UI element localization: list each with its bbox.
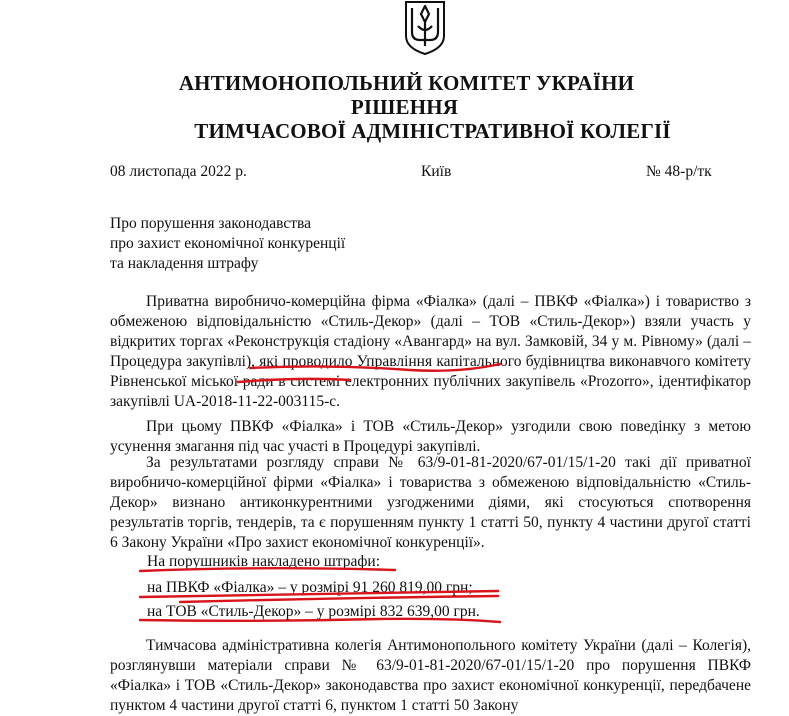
paragraph-participants — [110, 292, 751, 412]
subject-line: Про порушення законодавства — [110, 215, 312, 232]
paragraph-collegium — [110, 636, 751, 716]
decision-city: Київ — [421, 163, 452, 180]
subject-line: та накладення штрафу — [110, 255, 259, 272]
subject-line: про захист економічної конкуренції — [110, 235, 346, 252]
paragraph-text: Тимчасова адміністративна колегія Антимонопольного комітету України (далі – Колегія), розглянувши матеріали справи № 63/9-01-81-2020/67-01/15/1-20 про порушення ПВКФ «Фіалка» і ТОВ «Стиль-Декор» законодавства про захист економічної конкуренції, передбачене пунктом 4 частини другої статті 6, пунктом 1 статті 50 Закону — [110, 637, 751, 714]
decision-subject — [110, 214, 345, 274]
collegium-title: ТИМЧАСОВОЇ АДМІНІСТРАТИВНОЇ КОЛЕГІЇ — [194, 119, 671, 143]
fine-styl-dekor: на ТОВ «Стиль-Декор» – у розмірі 832 639,00 грн. — [147, 603, 480, 620]
decision-title: РІШЕННЯ — [350, 95, 459, 119]
paragraph-results — [110, 453, 751, 553]
decision-number: № 48-р/тк — [646, 163, 712, 180]
fines-intro: На порушників накладено штрафи: — [147, 553, 381, 570]
paragraph-text: Приватна виробничо-комерційна фірма «Фіалка» (далі – ПВКФ «Фіалка») і товариство з обмеженою відповідальністю «Стиль-Декор» (далі – ТОВ «Стиль-Декор») взяли участь у відкритих торгах «Реконструкція стадіону «Авангард» на вул. Замковій, 34 у м. Рівному» (далі – Процедура закупівлі), які проводило Управління капітального будівництва виконавчого комітету Рівненської міської ради в системі електронних публічних закупівель «Prozorro», ідентифікатор закупівлі UA-2018-11-22-003115-c. — [110, 293, 751, 410]
decision-date: 08 листопада 2022 р. — [110, 163, 247, 180]
paragraph-coordination — [110, 417, 751, 457]
paragraph-text: При цьому ПВКФ «Фіалка» і ТОВ «Стиль-Декор» узгодили свою поведінку з метою усунення змагання під час участі в Процедурі закупівлі. — [110, 418, 751, 455]
paragraph-text: За результатами розгляду справи № 63/9-01-81-2020/67-01/15/1-20 такі дії приватної виробничо-комерційної фірми «Фіалка» і товариства з обмеженою відповідальністю «Стиль-Декор» визнано антиконкурентними узгодженими діями, які стосуються спотворення результатів торгів, тендерів, та є порушенням пункту 1 статті 50, пункту 4 частини другої статті 6 Закону України «Про захист економічної конкуренції». — [110, 454, 751, 551]
authority-title: АНТИМОНОПОЛЬНИЙ КОМІТЕТ УКРАЇНИ — [178, 71, 635, 95]
fine-fialka: на ПВКФ «Фіалка» – у розмірі 91 260 819,00 грн; — [147, 579, 473, 596]
trident-emblem-icon — [402, 0, 448, 56]
